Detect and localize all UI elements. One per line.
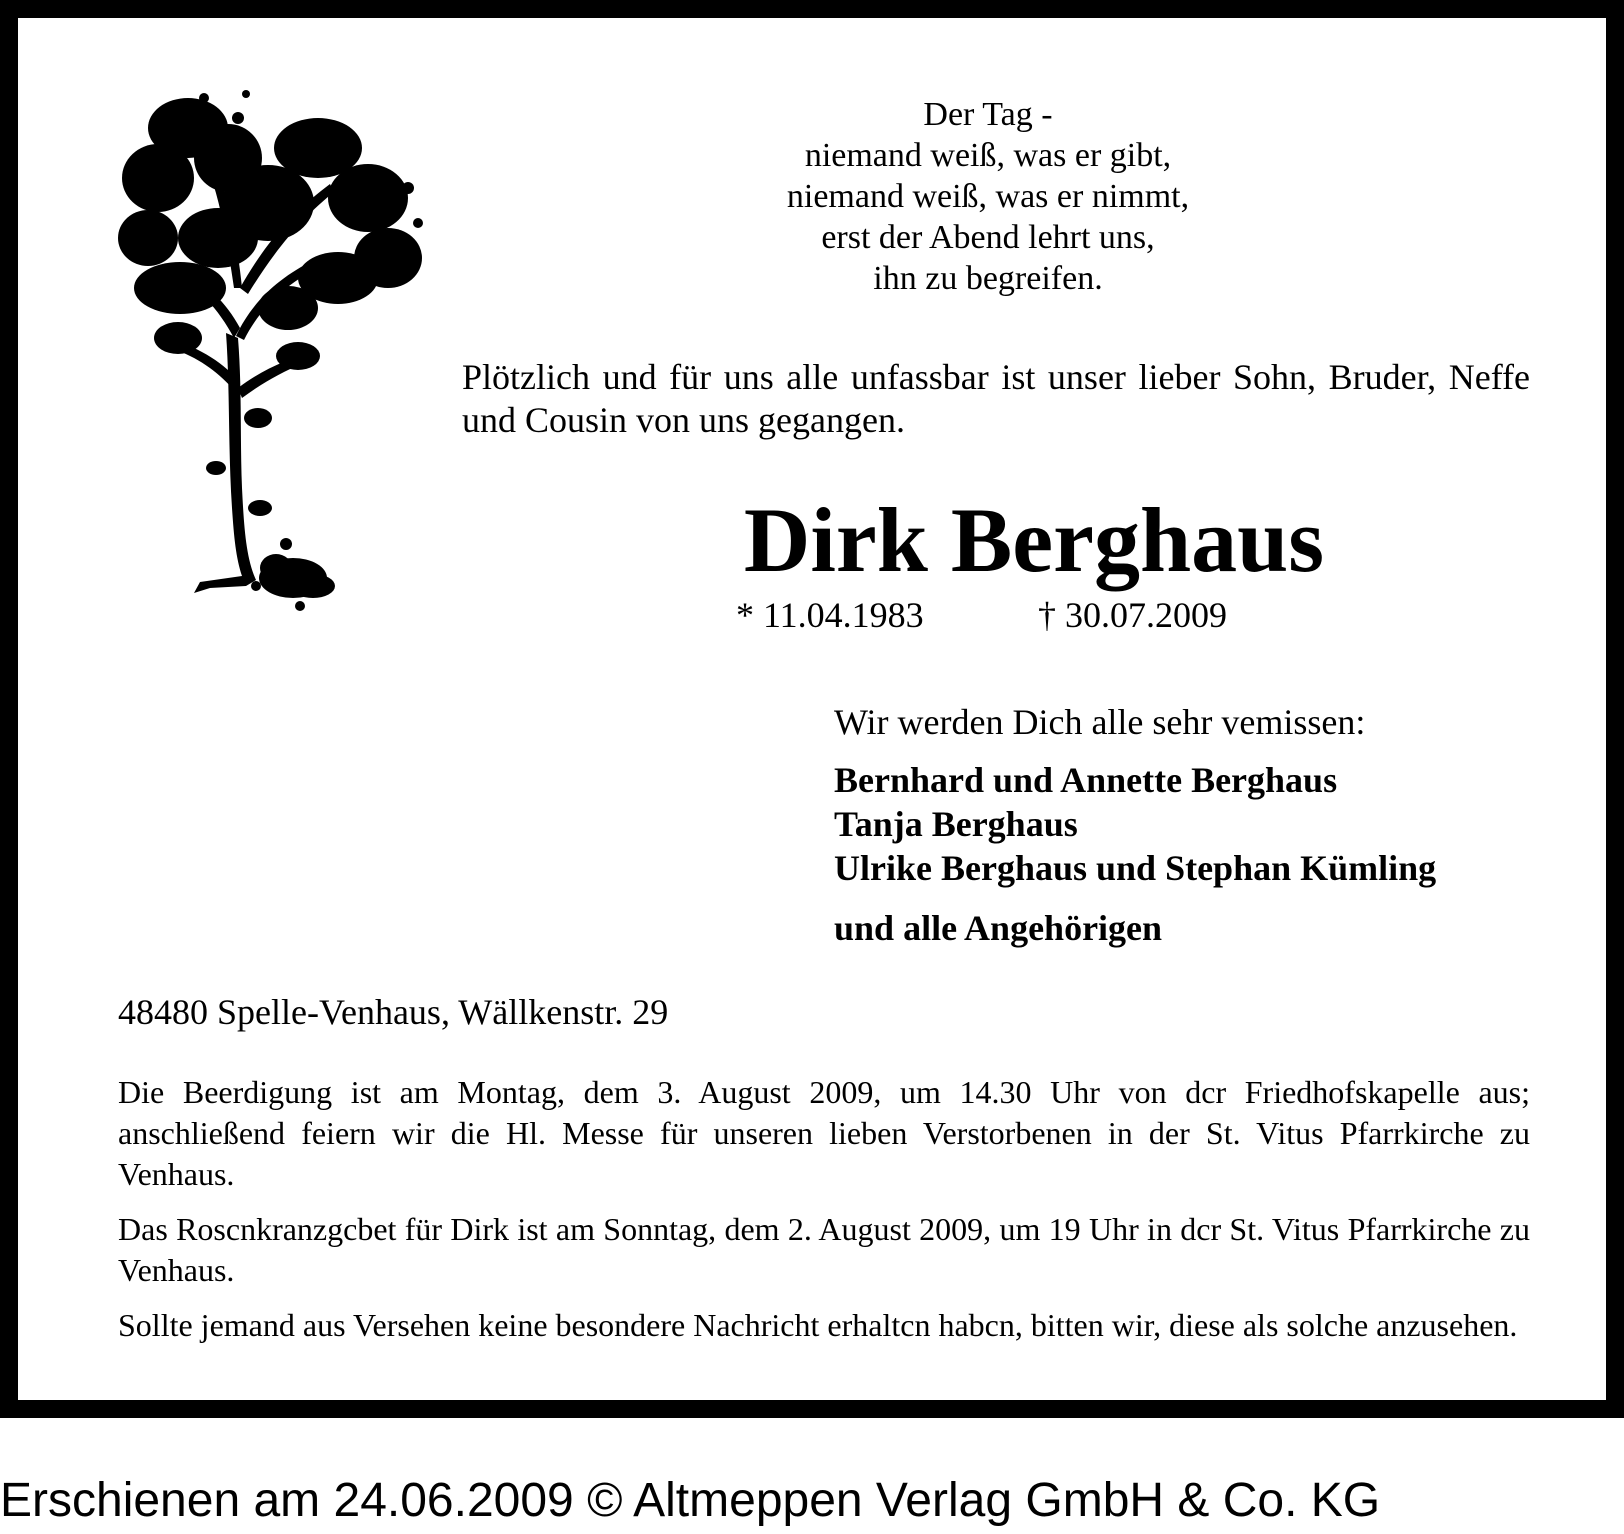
tree-icon (118, 88, 448, 628)
intro-text: Plötzlich und für uns alle unfassbar ist unser lieber Sohn, Bruder, Neffe und Cousin von uns gegangen. (462, 357, 1530, 440)
deceased-name: Dirk Berghaus (743, 489, 1325, 591)
poem (758, 94, 1218, 299)
address: 48480 Spelle-Venhaus, Wällkenstr. 29 (118, 992, 669, 1032)
rosary-paragraph: Das Roscnkranzgcbet für Dirk ist am Sonntag, dem 2. August 2009, um 19 Uhr in dcr St. Vitus Pfarrkirche zu Venhaus. (118, 1211, 1530, 1288)
family-name: Bernhard und Annette Berghaus (834, 760, 1338, 800)
poem-line: niemand weiß, was er gibt, (804, 137, 1172, 174)
notice-paragraph: Sollte jemand aus Versehen keine besondere Nachricht erhaltcn habcn, bitten wir, diese als solche anzusehen. (118, 1307, 1518, 1343)
publication-footer: Erschienen am 24.06.2009 © Altmeppen Verlag GmbH & Co. KG (0, 1474, 1381, 1527)
funeral-paragraph: Die Beerdigung ist am Montag, dem 3. August 2009, um 14.30 Uhr von dcr Friedhofskapelle aus; anschließend feiern wir die Hl. Messe für unseren lieben Verstorbenen in der St. Vitus Pfarrkirche zu Venhaus. (118, 1074, 1530, 1192)
birth-date: * 11.04.1983 (736, 595, 924, 635)
poem-line: ihn zu begreifen. (873, 260, 1103, 297)
poem-line: Der Tag - (923, 96, 1053, 133)
relatives-line: und alle Angehörigen (834, 908, 1163, 948)
life-dates (736, 593, 1227, 637)
family-name: Tanja Berghaus (834, 804, 1078, 844)
poem-line: niemand weiß, was er nimmt, (786, 178, 1190, 215)
miss-line: Wir werden Dich alle sehr vemissen: (834, 702, 1366, 742)
family-block (834, 700, 1534, 950)
death-date: † 30.07.2009 (1038, 595, 1227, 635)
poem-line: erst der Abend lehrt uns, (821, 219, 1155, 256)
family-names (834, 758, 1534, 890)
family-name: Ulrike Berghaus und Stephan Kümling (834, 848, 1437, 888)
